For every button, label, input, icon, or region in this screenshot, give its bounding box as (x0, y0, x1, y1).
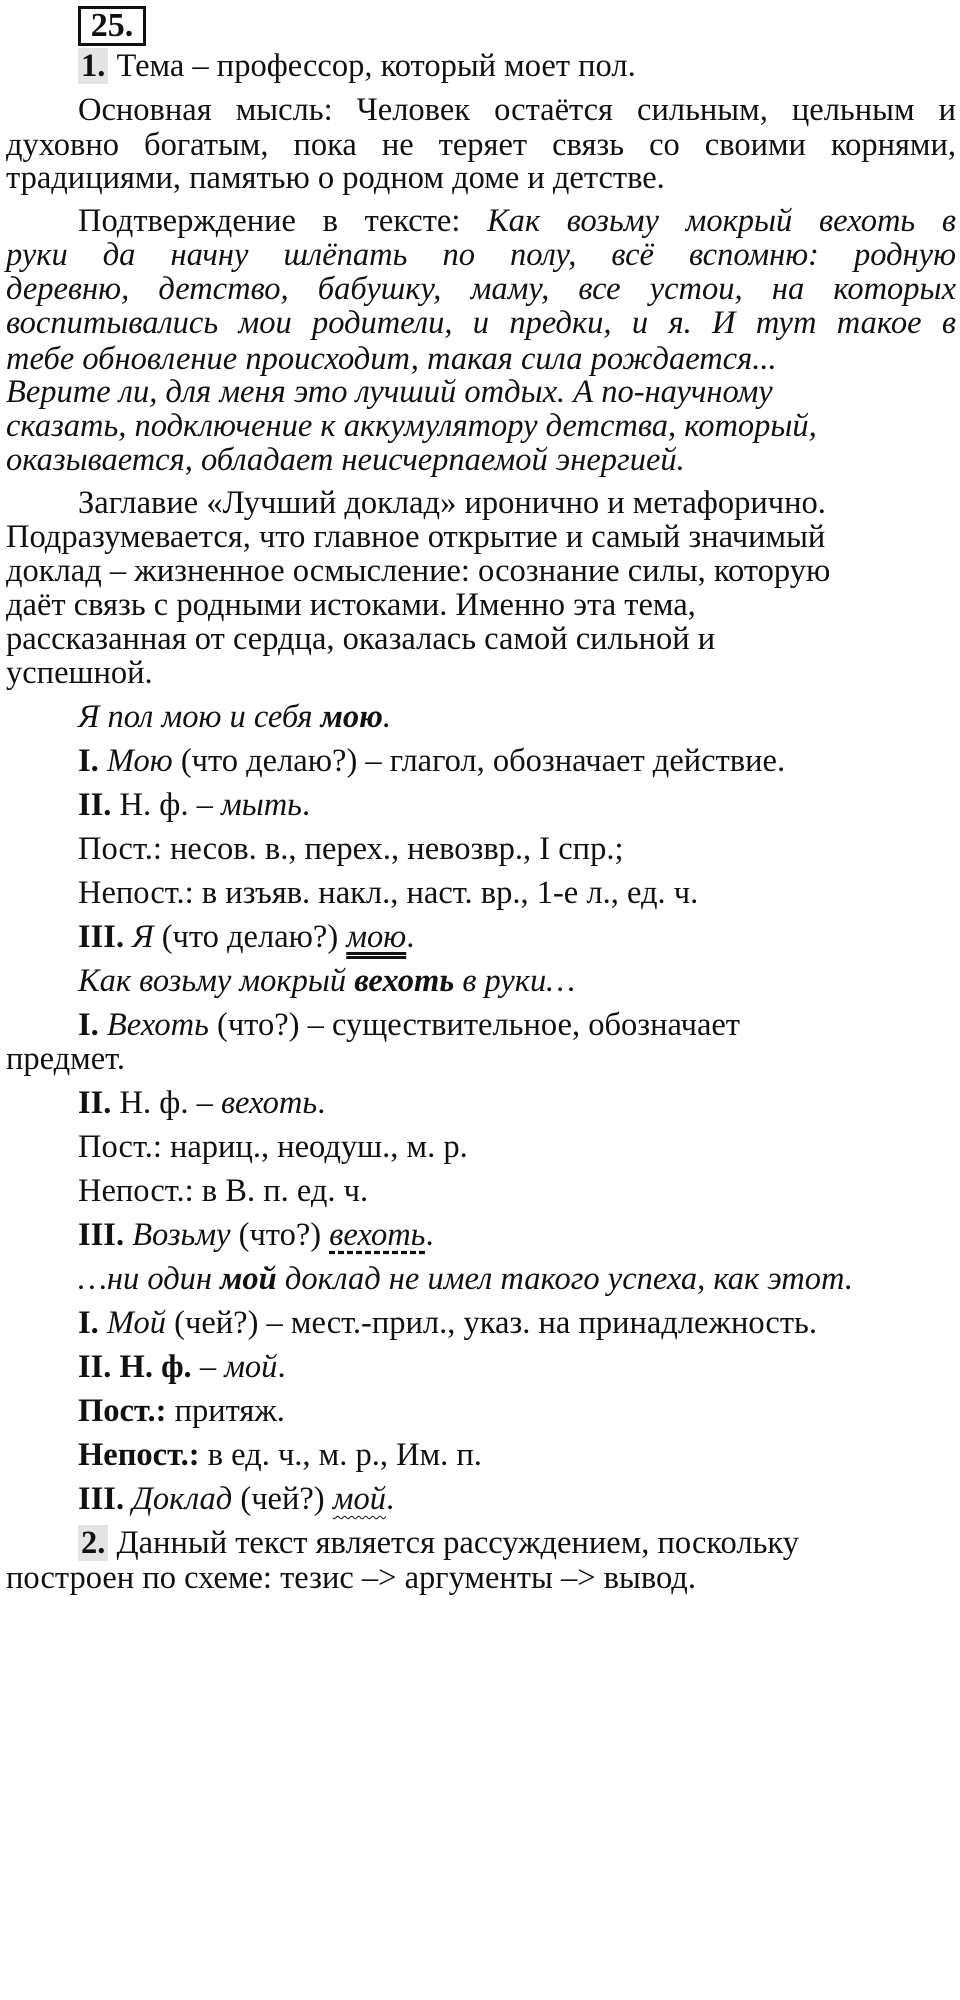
main-idea-line-1: Основная мысль: Человек остаётся сильным, цельным и (78, 92, 956, 128)
quote-line-7: сказать, подключение к аккумулятору детства, который, (6, 408, 817, 444)
title-para-line-3: доклад – жизненное осмысление: осознание силы, которую (6, 553, 831, 589)
attribute-wavy-underline: мой (332, 1481, 386, 1517)
quote-start: Как возьму мокрый вехоть в (487, 203, 956, 239)
title-para-line-5: рассказанная от сердца, оказалась самой сильной и (6, 621, 716, 657)
title-para-line-6: успешной. (6, 655, 153, 691)
confirmation-label: Подтверждение в тексте: (78, 203, 488, 239)
a1-row-1: I. Мою (что делаю?) – глагол, обозначает действие. (78, 743, 786, 779)
quote-line-8: оказывается, обладает неисчерпаемой энергией. (6, 442, 685, 478)
main-idea-line-3: традициями, памятью о родном доме и детстве. (6, 160, 665, 196)
item-2-line-1: 2. Данный текст является рассуждением, поскольку (78, 1522, 956, 1564)
a1-row-2: II. Н. ф. – мыть. (78, 787, 311, 823)
item-number-1: 1. (78, 48, 108, 84)
sentence-3-target: мой (220, 1261, 277, 1297)
a3-nepost: Непост.: в ед. ч., м. р., Им. п. (78, 1437, 482, 1473)
quote-line-5: тебе обновление происходит, такая сила рождается... (6, 341, 777, 377)
a2-nepost: Непост.: в В. п. ед. ч. (78, 1173, 369, 1209)
task-number-box: 25. (78, 6, 146, 46)
title-para-line-4: даёт связь с родными истоками. Именно эта тема, (6, 587, 696, 623)
a3-post: Пост.: притяж. (78, 1393, 285, 1429)
quote-line-3: деревню, детство, бабушку, маму, все устои, на которых (6, 271, 956, 307)
object-dashed-underline: вехоть (329, 1217, 426, 1253)
a1-row-3: III. Я (что делаю?) мою. (78, 919, 415, 955)
a3-row-2: II. Н. ф. – мой. (78, 1349, 286, 1385)
sentence-1-target: мою (320, 699, 383, 735)
sentence-1: Я пол мою и себя мою. (78, 699, 392, 735)
a2-post: Пост.: нариц., неодуш., м. р. (78, 1129, 468, 1165)
a1-nepost: Непост.: в изъяв. накл., наст. вр., 1-е л., ед. ч. (78, 875, 699, 911)
topic-line (78, 45, 956, 87)
a2-row-1: I. Вехоть (что?) – существительное, обозначает (78, 1007, 740, 1043)
a3-row-1: I. Мой (чей?) – мест.-прил., указ. на принадлежность. (78, 1305, 817, 1341)
quote-line-4: воспитывались мои родители, и предки, и я. И тут такое в (6, 305, 956, 341)
main-idea-line-2: духовно богатым, пока не теряет связь со своими корнями, (6, 127, 956, 163)
quote-line-2: руки да начну шлёпать по полу, всё вспомню: родную (6, 237, 956, 273)
a2-row-2: II. Н. ф. – вехоть. (78, 1085, 326, 1121)
a3-row-3: III. Доклад (чей?) мой. (78, 1481, 395, 1517)
item-2-line-2: построен по схеме: тезис –> аргументы –> вывод. (6, 1560, 696, 1596)
sentence-2-target: вехоть (354, 963, 455, 999)
a1-post: Пост.: несов. в., перех., невозвр., I спр.; (78, 831, 624, 867)
topic-text: Тема – профессор, который моет пол. (116, 48, 636, 84)
quote-line-6: Верите ли, для меня это лучший отдых. А по-научному (6, 374, 773, 410)
predicate-double-underline: мою (346, 919, 407, 955)
item-number-2: 2. (78, 1525, 108, 1561)
sentence-3: …ни один мой доклад не имел такого успеха, как этот. (78, 1261, 853, 1297)
title-para-line-2: Подразумевается, что главное открытие и самый значимый (6, 519, 826, 555)
a2-row-3: III. Возьму (что?) вехоть. (78, 1217, 434, 1253)
a2-row-1-cont: предмет. (6, 1041, 126, 1077)
sentence-2: Как возьму мокрый вехоть в руки… (78, 963, 576, 999)
title-para-line-1: Заглавие «Лучший доклад» иронично и метафорично. (78, 485, 826, 521)
